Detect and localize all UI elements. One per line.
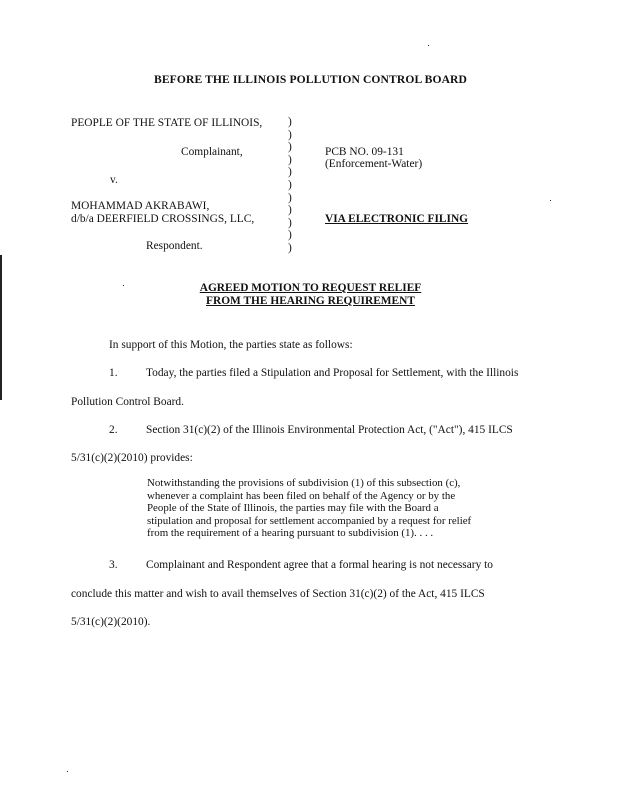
board-heading: BEFORE THE ILLINOIS POLLUTION CONTROL BOARD — [154, 73, 467, 86]
versus-label: v. — [110, 174, 118, 186]
complainant-role: Complainant, — [181, 146, 243, 158]
paragraph-1-number: 1. — [109, 367, 118, 379]
paragraph-2-line-2: 5/31(c)(2)(2010) provides: — [71, 452, 193, 464]
quote-line: People of the State of Illinois, the parties may file with the Board a — [147, 502, 439, 515]
paragraph-1-line-2: Pollution Control Board. — [71, 396, 184, 408]
paragraph-2-number: 2. — [109, 424, 118, 436]
paragraph-3-line-1: Complainant and Respondent agree that a formal hearing is not necessary to — [146, 559, 493, 571]
scan-edge-mark — [0, 255, 2, 400]
caption-bracket-column: ) ) ) ) ) ) ) ) ) ) ) — [288, 116, 292, 254]
scan-dot — [550, 200, 551, 201]
paragraph-3-number: 3. — [109, 559, 118, 571]
quote-line: Notwithstanding the provisions of subdivision (1) of this subsection (c), — [147, 477, 461, 489]
quote-line: stipulation and proposal for settlement accompanied by a request for relief — [147, 514, 472, 527]
filing-method: VIA ELECTRONIC FILING — [325, 213, 469, 225]
paragraph-2-line-1: Section 31(c)(2) of the Illinois Environmental Protection Act, ("Act"), 415 ILCS — [146, 424, 513, 436]
scan-dot — [67, 771, 68, 772]
motion-title-line1: AGREED MOTION TO REQUEST RELIEF — [199, 282, 422, 294]
intro-paragraph: In support of this Motion, the parties state as follows: — [109, 339, 353, 351]
plaintiff-name: PEOPLE OF THE STATE OF ILLINOIS, — [71, 117, 263, 129]
statute-quote — [147, 477, 527, 540]
quote-line: whenever a complaint has been filed on behalf of the Agency or by the — [147, 489, 456, 502]
respondent-role: Respondent. — [146, 240, 203, 252]
quote-line: from the requirement of a hearing pursuant to subdivision (1). . . . — [147, 527, 434, 540]
motion-title-line2: FROM THE HEARING REQUIREMENT — [206, 295, 415, 307]
case-type: (Enforcement-Water) — [325, 158, 423, 170]
defendant-dba: d/b/a DEERFIELD CROSSINGS, LLC, — [71, 213, 255, 225]
defendant-name: MOHAMMAD AKRABAWI, — [71, 200, 210, 212]
paragraph-3-line-3: 5/31(c)(2)(2010). — [71, 616, 151, 628]
paragraph-3-line-2: conclude this matter and wish to avail themselves of Section 31(c)(2) of the Act, 415 ILCS — [71, 588, 485, 600]
case-number: PCB NO. 09-131 — [325, 146, 404, 158]
scan-dot — [428, 45, 429, 46]
paragraph-1-line-1: Today, the parties filed a Stipulation and Proposal for Settlement, with the Illinois — [146, 367, 519, 379]
